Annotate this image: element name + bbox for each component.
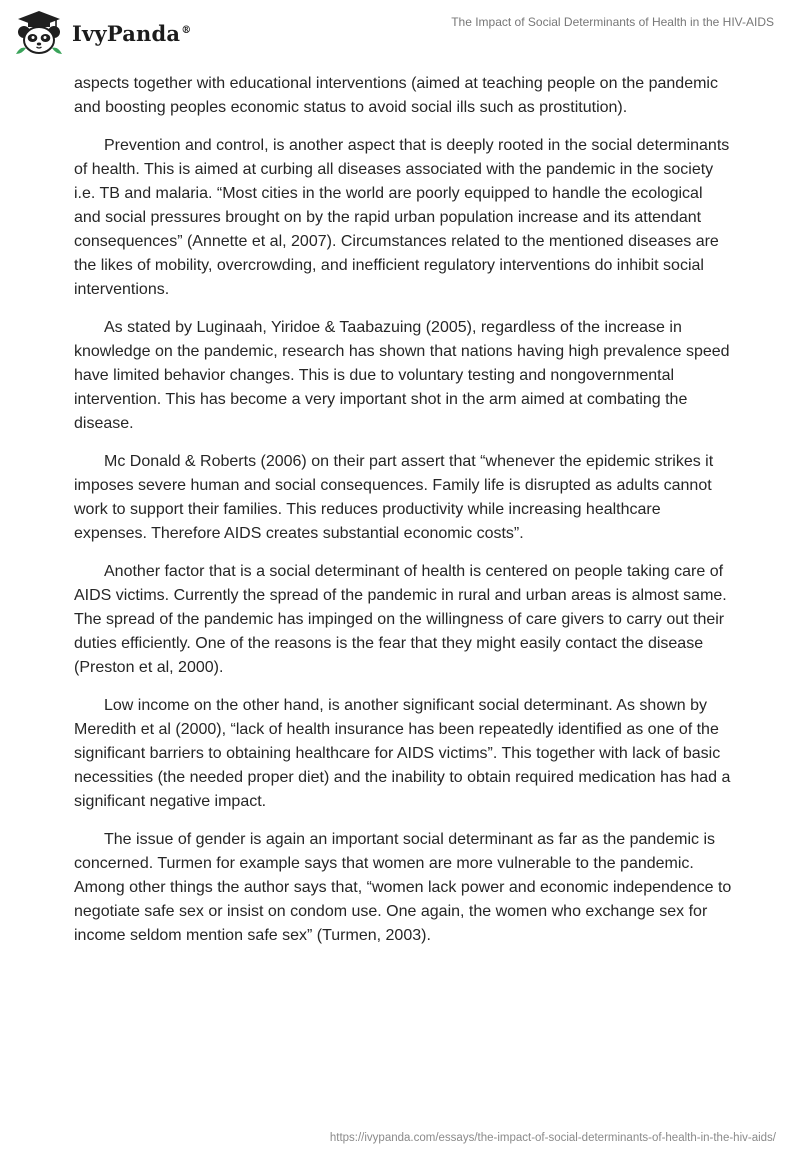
document-title: The Impact of Social Determinants of Health in the HIV-AIDS — [451, 15, 774, 29]
page-header — [0, 0, 800, 64]
paragraph: aspects together with educational interventions (aimed at teaching people on the pandemic and boosting peoples economic status to avoid social ills such as prostitution). — [74, 75, 718, 116]
brand-logo[interactable] — [14, 10, 191, 56]
registered-mark: ® — [181, 24, 192, 36]
paragraph: Prevention and control, is another aspect that is deeply rooted in the social determinants of health. This is aimed at curbing all diseases associated with the pandemic in the society i.e. TB and malaria. “Most cities in the world are poorly equipped to handle the ecological and social pressures brought on by the rapid urban population increase and its attendant consequences” (Annette et al, 2007). Circumstances related to the mentioned diseases are the likes of mobility, overcrowding, and inefficient regulatory interventions do inhibit social interventions. — [74, 137, 730, 298]
essay-body — [74, 72, 732, 962]
paragraph: Mc Donald & Roberts (2006) on their part assert that “whenever the epidemic strikes it imposes severe human and social consequences. Family life is disrupted as adults cannot work to support their families. This reduces productivity while increasing healthcare expenses. Therefore AIDS creates substantial economic costs”. — [74, 453, 714, 542]
brand-name: IvyPanda® — [72, 20, 192, 46]
paragraph: Another factor that is a social determinant of health is centered on people taking care of AIDS victims. Currently the spread of the pandemic in rural and urban areas is almost same. The spread of the pandemic has impinged on the willingness of care givers to carry out their duties efficiently. One of the reasons is the fear that they might easily contact the disease (Preston et al, 2000). — [74, 563, 727, 676]
paragraph: The issue of gender is again an important social determinant as far as the pandemic is concerned. Turmen for example says that women are more vulnerable to the pandemic. Among other things the author says that, “women lack power and economic independence to negotiate safe sex or insist on condom use. One again, the women who exchange sex for income seldom mention safe sex” (Turmen, 2003). — [74, 831, 732, 944]
paragraph: Low income on the other hand, is another significant social determinant. As shown by Meredith et al (2000), “lack of health insurance has been repeatedly identified as one of the significant barriers to obtaining healthcare for AIDS victims”. This together with lack of basic necessities (the needed proper diet) and the inability to obtain required medication has had a significant negative impact. — [74, 697, 731, 810]
panda-graduate-icon — [14, 10, 64, 56]
paragraph: As stated by Luginaah, Yiridoe & Taabazuing (2005), regardless of the increase in knowledge on the pandemic, research has shown that nations having high prevalence speed have limited behavior changes. This is due to voluntary testing and nongovernmental intervention. This has become a very important shot in the arm aimed at combating the disease. — [74, 319, 730, 432]
source-url-link[interactable]: https://ivypanda.com/essays/the-impact-of-social-determinants-of-health-in-the-hiv-aids/ — [329, 1132, 776, 1144]
